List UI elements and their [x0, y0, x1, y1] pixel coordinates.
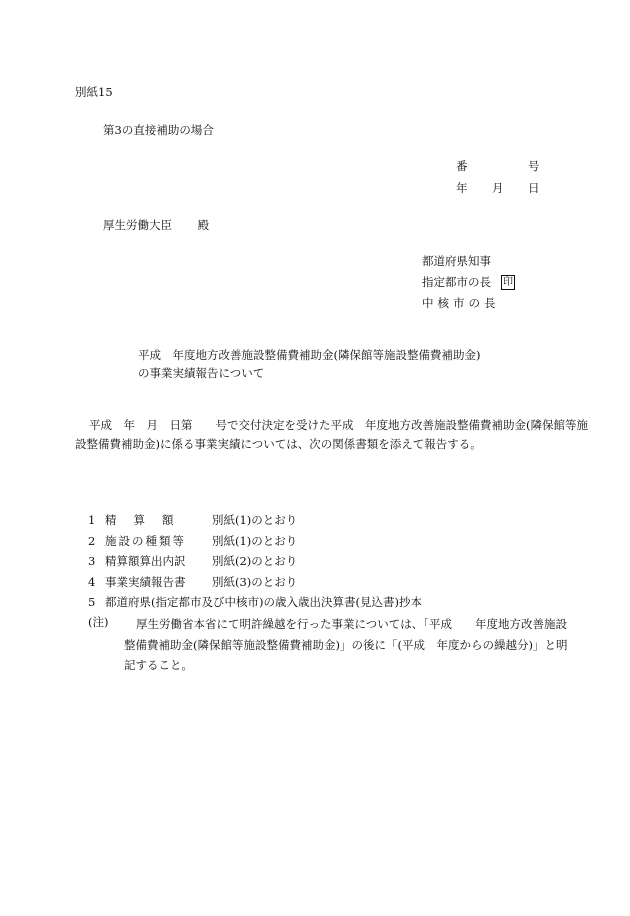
- day-label: 日: [528, 181, 540, 195]
- subject-line-1: 平成 年度地方改善施設整備費補助金(隣保館等施設整備費補助金): [138, 348, 481, 362]
- subject-line-2: の事業実績報告について: [138, 366, 265, 380]
- item-number: 4: [88, 574, 96, 589]
- item-label: 施設の種類等: [105, 533, 186, 548]
- note-tag: (注): [88, 615, 109, 629]
- reference-block: [456, 158, 556, 202]
- case-heading: 第3の直接補助の場合: [103, 123, 214, 137]
- seal-mark: 印: [503, 277, 513, 288]
- item-label: 精算額算出内訳: [105, 554, 186, 568]
- sender-block: [422, 253, 515, 316]
- number-label: 番: [456, 159, 468, 173]
- item-value: 別紙(1)のとおり: [212, 513, 298, 527]
- sender-governor: 都道府県知事: [422, 254, 491, 268]
- sender-designated-city: 指定都市の長: [422, 275, 491, 289]
- item-label: 事業実績報告書: [105, 574, 186, 589]
- item-label: 都道府県(指定都市及び中核市)の歳入歳出決算書(見込書)抄本: [105, 595, 422, 609]
- item-value: 別紙(1)のとおり: [212, 533, 298, 548]
- item-number: 1: [88, 513, 96, 527]
- number-suffix: 号: [528, 159, 540, 173]
- month-label: 月: [492, 181, 504, 195]
- addressee: [103, 217, 209, 233]
- item-value: 別紙(3)のとおり: [212, 574, 298, 589]
- addressee-honorific: 殿: [197, 218, 210, 232]
- note-text: 厚生労働省本省にて明許繰越を行った事業については、「平成 年度地方改善施設整備費補助金(隣保館等施設整備費補助金)」の後に「(平成 年度からの繰越分)」と明記すること。: [124, 617, 568, 672]
- item-value: 別紙(2)のとおり: [212, 554, 298, 568]
- sender-core-city: 中核市の長: [422, 296, 500, 310]
- item-number: 5: [88, 595, 96, 609]
- addressee-name: 厚生労働大臣: [103, 218, 172, 232]
- subject-block: [138, 347, 480, 383]
- body-paragraph: 平成 年 月 日第 号で交付決定を受けた平成 年度地方改善施設整備費補助金(隣保館等施設整備費補助金)に係る事業実績については、次の関係書類を添えて報告する。: [75, 418, 588, 451]
- item-label: 精算額: [105, 513, 191, 527]
- item-number: 3: [88, 554, 96, 568]
- item-number: 2: [88, 533, 96, 548]
- year-label: 年: [456, 181, 468, 195]
- attachment-label: 別紙15: [75, 85, 113, 99]
